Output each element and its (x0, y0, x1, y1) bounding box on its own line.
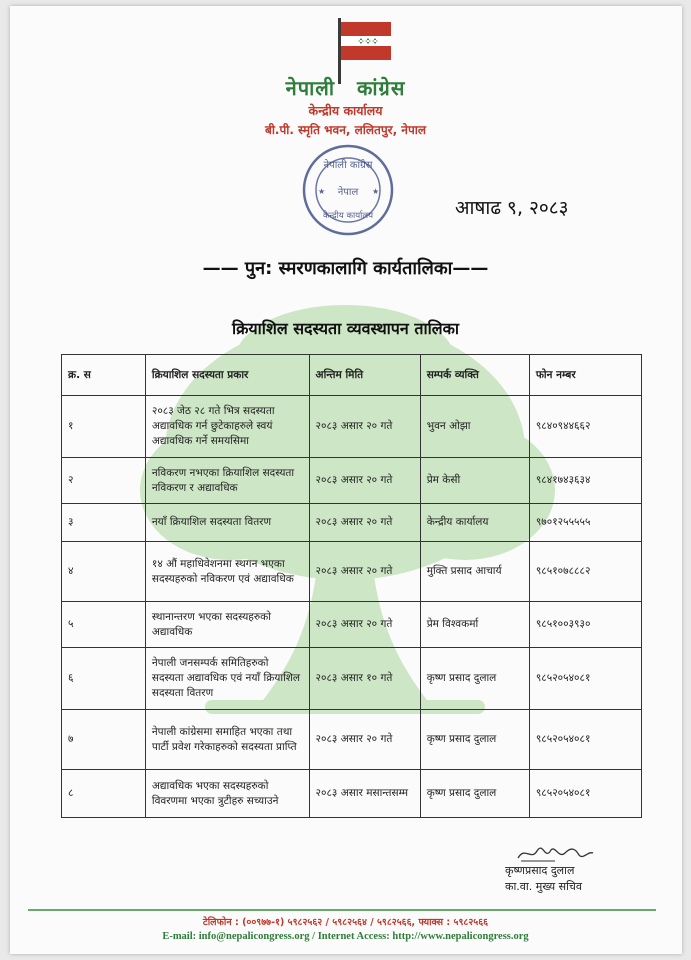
phone-cell: ९८४१७४३६३४ (529, 458, 641, 504)
footer-phone: टेलिफोन : (००९७७-१) ५९८२५६२ / ५९८२५६४ / ५९८२५६६, फ्याक्स : ५९८२५६६ (202, 917, 489, 928)
phone-cell: ९८५१००३९३० (529, 602, 641, 648)
deadline-cell: २०८३ असार मसान्तसम्म (309, 770, 420, 818)
col-header-deadline: अन्तिम मिति (309, 355, 420, 396)
deadline-cell: २०८३ असार २० गते (309, 458, 420, 504)
deadline-cell: २०८३ असार २० गते (309, 504, 420, 542)
col-header-phone: फोन नम्बर (529, 355, 641, 396)
org-name: नेपाली कांग्रेस (285, 76, 406, 100)
svg-text:★: ★ (318, 187, 326, 196)
handwritten-signature (515, 843, 595, 865)
office-stamp (300, 142, 396, 238)
serial-cell: १ (62, 396, 146, 458)
svg-text:★: ★ (372, 187, 380, 196)
type-cell: नेपाली कांग्रेसमा समाहित भएका तथा पार्टी प्रवेश गरेकाहरुको सदस्यता प्राप्ति (145, 710, 309, 770)
type-cell: नयाँ क्रियाशिल सदस्यता वितरण (145, 504, 309, 542)
phone-cell: ९८४०९४४६६२ (529, 396, 641, 458)
serial-cell: ७ (62, 710, 146, 770)
phone-cell: ९८५२०५४०८१ (529, 770, 641, 818)
deadline-cell: २०८३ असार २० गते (309, 396, 420, 458)
contact-cell: प्रेम विश्वकर्मा (420, 602, 529, 648)
footer-divider (28, 909, 656, 911)
type-cell: २०८३ जेठ २८ गते भित्र सदस्यता अद्यावधिक गर्न छुटेकाहरुले स्वयं अद्यावधिक गर्ने समयसिमा (145, 396, 309, 458)
table-row (62, 602, 642, 648)
phone-cell: ९८५२०५४०८१ (529, 648, 641, 710)
deadline-cell: २०८३ असार २० गते (309, 710, 420, 770)
svg-text:नेपाल: नेपाल (337, 187, 359, 198)
table-row (62, 458, 642, 504)
phone-cell: ९७०१२५५५५५ (529, 504, 641, 542)
contact-cell: कृष्ण प्रसाद दुलाल (420, 770, 529, 818)
office-name: केन्द्रीय कार्यालय (308, 103, 383, 118)
membership-schedule-table (61, 354, 642, 818)
serial-cell: ४ (62, 542, 146, 602)
deadline-cell: २०८३ असार १० गते (309, 648, 420, 710)
table-row (62, 542, 642, 602)
serial-cell: ३ (62, 504, 146, 542)
contact-cell: कृष्ण प्रसाद दुलाल (420, 710, 529, 770)
svg-text:नेपाली कांग्रेस: नेपाली कांग्रेस (323, 160, 373, 171)
table-title: क्रियाशिल सदस्यता व्यवस्थापन तालिका (231, 319, 460, 338)
contact-cell: प्रेम केसी (420, 458, 529, 504)
serial-cell: ५ (62, 602, 146, 648)
footer-contact-web: E-mail: info@nepalicongress.org / Internet Access: http://www.nepalicongress.org (162, 931, 529, 942)
table-header-row (62, 355, 642, 396)
col-header-type: क्रियाशिल सदस्यता प्रकार (145, 355, 309, 396)
contact-cell: केन्द्रीय कार्यालय (420, 504, 529, 542)
deadline-cell: २०८३ असार २० गते (309, 602, 420, 648)
type-cell: स्थानान्तरण भएका सदस्यहरुको अद्यावधिक (145, 602, 309, 648)
phone-cell: ९८५२०५४०८१ (529, 710, 641, 770)
deadline-cell: २०८३ असार २० गते (309, 542, 420, 602)
table-row (62, 396, 642, 458)
table-row (62, 710, 642, 770)
phone-cell: ९८५१०७८८८२ (529, 542, 641, 602)
reminder-title: —— पुन: स्मरणकालागि कार्यतालिका—— (202, 258, 489, 279)
table-row (62, 648, 642, 710)
signer-title: का.वा. मुख्य सचिव (505, 880, 583, 893)
col-header-serial: क्र. स (62, 355, 146, 396)
table-row (62, 770, 642, 818)
type-cell: अद्यावधिक भएका सदस्यहरुको विवरणमा भएका त्रुटीहरु सच्याउने (145, 770, 309, 818)
serial-cell: ८ (62, 770, 146, 818)
contact-cell: कृष्ण प्रसाद दुलाल (420, 648, 529, 710)
office-address: बी.पी. स्मृति भवन, ललितपुर, नेपाल (264, 123, 427, 137)
type-cell: नविकरण नभएका क्रियाशिल सदस्यता नविकरण र अद्यावधिक (145, 458, 309, 504)
contact-cell: भुवन ओझा (420, 396, 529, 458)
contact-cell: मुक्ति प्रसाद आचार्य (420, 542, 529, 602)
svg-text:केन्द्रीय कार्यालय: केन्द्रीय कार्यालय (322, 211, 374, 221)
table-row (62, 504, 642, 542)
type-cell: नेपाली जनसम्पर्क समितिहरुको सदस्यता अद्यावधिक एवं नयाँ क्रियाशिल सदस्यता वितरण (145, 648, 309, 710)
serial-cell: २ (62, 458, 146, 504)
letter-date: आषाढ ९, २०८३ (455, 197, 569, 219)
type-cell: १४ औं महाधिवेशनमा स्थगन भएका सदस्यहरुको नविकरण एवं अद्यावधिक (145, 542, 309, 602)
col-header-contact: सम्पर्क व्यक्ति (420, 355, 529, 396)
signer-name: कृष्णप्रसाद दुलाल (505, 864, 575, 877)
serial-cell: ६ (62, 648, 146, 710)
